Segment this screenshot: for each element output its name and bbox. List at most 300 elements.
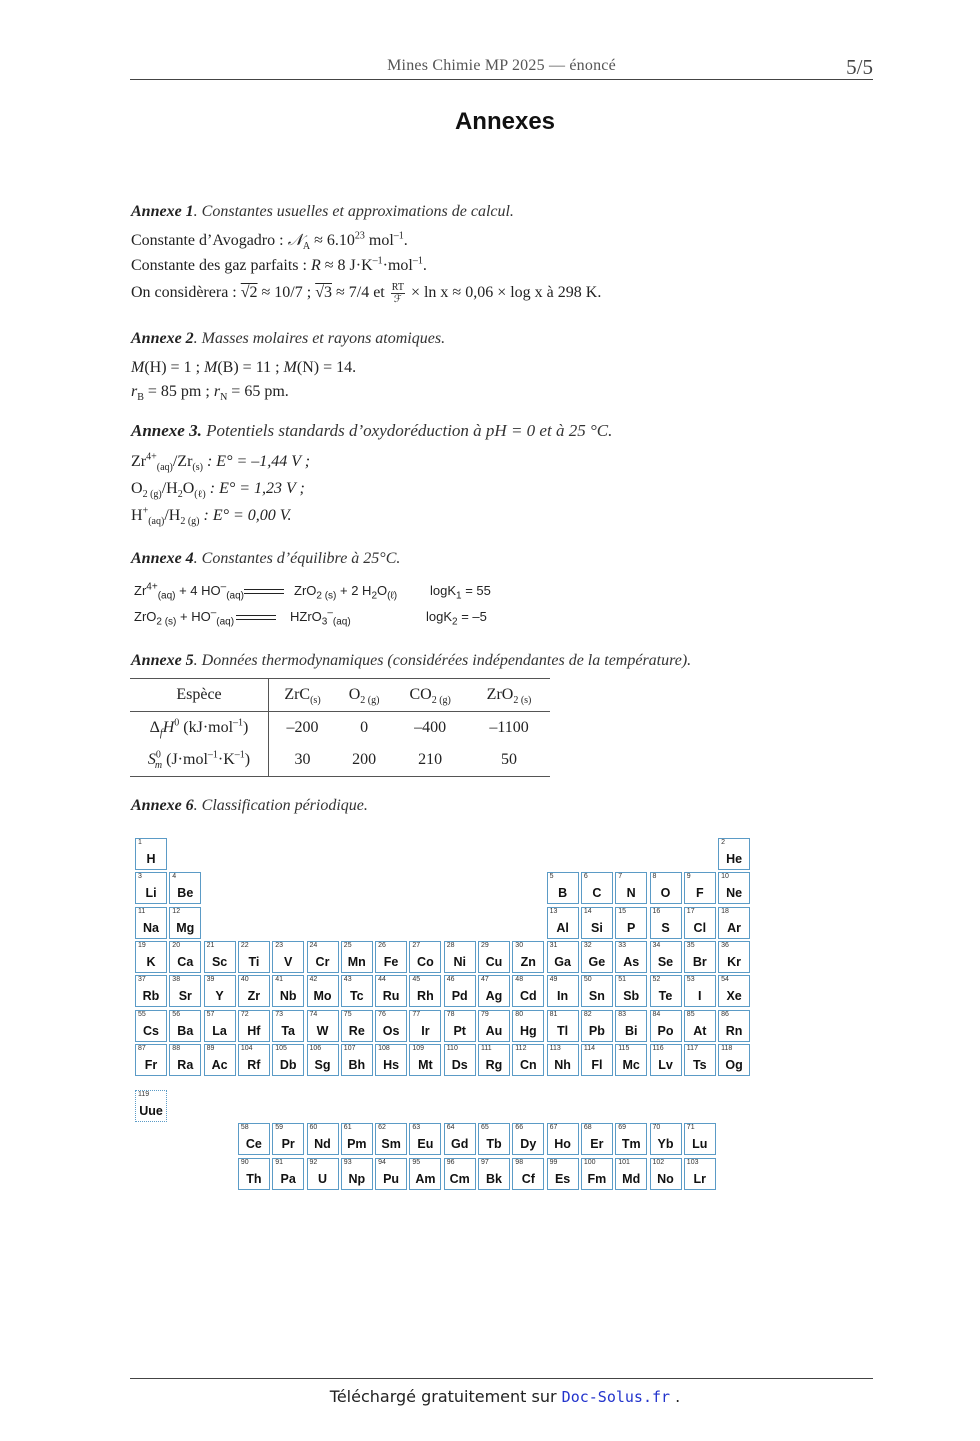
radius-symbol-n: r bbox=[213, 383, 221, 400]
gas-exp1: –1 bbox=[372, 255, 383, 267]
avogadro-sub: A bbox=[302, 241, 311, 253]
element-nb bbox=[272, 975, 304, 1007]
element-symbol: Ra bbox=[177, 1057, 194, 1072]
eq2-plus: + HO bbox=[176, 609, 211, 624]
element-n bbox=[615, 872, 647, 904]
element-rn bbox=[718, 1010, 750, 1042]
avogadro-exp: 23 bbox=[354, 230, 365, 242]
element-symbol: Lu bbox=[692, 1137, 708, 1152]
eq1-right3: O bbox=[377, 583, 388, 598]
element-symbol: Sg bbox=[314, 1057, 331, 1072]
element-symbol: La bbox=[212, 1023, 227, 1038]
atomic-number: 119 bbox=[138, 1091, 150, 1099]
element-symbol: B bbox=[558, 886, 568, 901]
element-tl bbox=[547, 1010, 579, 1042]
element-symbol: Cu bbox=[485, 954, 503, 969]
element-symbol: Ce bbox=[245, 1137, 262, 1152]
element-pm bbox=[341, 1123, 373, 1155]
atomic-number: 54 bbox=[721, 976, 729, 984]
element-pt bbox=[444, 1010, 476, 1042]
atomic-number: 1 bbox=[138, 839, 142, 846]
eq1-k-val: = 55 bbox=[461, 583, 491, 598]
col-name: O bbox=[348, 686, 361, 703]
masses-line bbox=[131, 359, 356, 377]
element-symbol: Sm bbox=[381, 1137, 401, 1152]
element-nh bbox=[547, 1044, 579, 1076]
atomic-number: 41 bbox=[275, 976, 283, 984]
couple-red2: O bbox=[182, 480, 195, 497]
table-cell: –1100 bbox=[489, 719, 529, 736]
atomic-number: 33 bbox=[618, 941, 626, 949]
avogadro-unit-exp: –1 bbox=[393, 230, 404, 242]
element-symbol: Pt bbox=[453, 1023, 466, 1038]
atomic-number: 104 bbox=[240, 1044, 253, 1052]
element-ho bbox=[547, 1123, 579, 1155]
enthalpy-unit-exp: –1 bbox=[233, 717, 244, 729]
col-sub: 2 (g) bbox=[431, 695, 451, 707]
element-ti bbox=[238, 941, 270, 973]
element-sg bbox=[307, 1044, 339, 1076]
eq2-k-sub: 2 bbox=[452, 616, 458, 628]
atomic-number: 75 bbox=[343, 1010, 352, 1018]
atomic-number: 69 bbox=[618, 1124, 626, 1132]
atomic-number: 39 bbox=[206, 976, 215, 984]
eq2-k: logK bbox=[426, 609, 453, 624]
col-sub: 2 (s) bbox=[513, 695, 532, 707]
element-symbol: Re bbox=[348, 1023, 365, 1038]
atomic-number: 78 bbox=[446, 1010, 455, 1018]
atomic-number: 107 bbox=[343, 1044, 356, 1052]
eq2-ho-sup: – bbox=[210, 607, 217, 619]
atomic-number: 93 bbox=[343, 1158, 352, 1166]
thermo-table bbox=[130, 678, 550, 777]
atomic-number: 15 bbox=[618, 907, 626, 915]
eq1-ho-sub: (aq) bbox=[226, 590, 245, 602]
atomic-number: 58 bbox=[240, 1124, 249, 1132]
element-as bbox=[615, 941, 647, 973]
element-symbol: Np bbox=[348, 1171, 366, 1186]
atomic-number: 5 bbox=[549, 873, 554, 881]
element-hg bbox=[512, 1010, 544, 1042]
element-symbol: Md bbox=[622, 1171, 641, 1186]
couple-red-sub: 2 (g) bbox=[180, 516, 200, 528]
atomic-number: 11 bbox=[138, 907, 146, 915]
frac-den: ℱ bbox=[393, 294, 402, 305]
element-symbol: Rh bbox=[417, 989, 434, 1004]
annex2-label: Annexe 2 bbox=[131, 330, 194, 347]
element-k bbox=[135, 941, 167, 973]
element-am bbox=[409, 1158, 441, 1190]
atomic-number: 114 bbox=[583, 1044, 596, 1052]
atomic-number: 66 bbox=[515, 1124, 524, 1132]
element-po bbox=[650, 1010, 682, 1042]
element-fr bbox=[135, 1044, 167, 1076]
element-bk bbox=[478, 1158, 510, 1190]
element-symbol: He bbox=[726, 852, 743, 866]
element-ra bbox=[169, 1044, 201, 1076]
element-rh bbox=[409, 975, 441, 1007]
element-symbol: Cn bbox=[519, 1057, 537, 1072]
atomic-number: 17 bbox=[686, 907, 695, 915]
couple-ox-sup: + bbox=[142, 505, 149, 517]
couple-value: : E° = –1,44 V ; bbox=[202, 453, 311, 470]
atomic-number: 56 bbox=[172, 1010, 181, 1018]
element-symbol: Tl bbox=[557, 1023, 569, 1038]
atomic-number: 102 bbox=[652, 1158, 665, 1166]
element-symbol: Y bbox=[215, 989, 224, 1004]
couple-ox-sub: (aq) bbox=[156, 462, 173, 474]
mass-symbol-h: M bbox=[131, 359, 145, 376]
couple-red-sub: (s) bbox=[192, 462, 203, 474]
eq1-right: ZrO bbox=[294, 583, 317, 598]
couple-o2 bbox=[131, 480, 305, 501]
gas-exp2: –1 bbox=[412, 255, 423, 267]
element-rf bbox=[238, 1044, 270, 1076]
element-ir bbox=[409, 1010, 441, 1042]
atomic-number: 60 bbox=[309, 1124, 318, 1132]
element-ag bbox=[478, 975, 510, 1007]
element-symbol: Gd bbox=[451, 1137, 469, 1152]
element-symbol: Mn bbox=[347, 954, 366, 969]
entropy-unit: (J·mol bbox=[162, 751, 208, 768]
atomic-number: 85 bbox=[686, 1010, 695, 1018]
eq2-right-sub: 3 bbox=[321, 616, 328, 628]
couple-value: : E° = 1,23 V ; bbox=[205, 480, 305, 497]
element-cf bbox=[512, 1158, 544, 1190]
atomic-number: 118 bbox=[721, 1044, 733, 1052]
atomic-number: 59 bbox=[275, 1124, 283, 1132]
annex6-caption: . Classification périodique. bbox=[193, 797, 368, 814]
table-header-row bbox=[130, 679, 550, 712]
element-ce bbox=[238, 1123, 270, 1155]
atomic-number: 53 bbox=[686, 976, 695, 984]
element-symbol: Am bbox=[415, 1171, 436, 1186]
column-header-species: Espèce bbox=[130, 679, 269, 712]
atomic-number: 70 bbox=[652, 1124, 661, 1132]
element-md bbox=[615, 1158, 647, 1190]
element-symbol: S bbox=[661, 920, 670, 935]
rt-over-f-fraction bbox=[391, 282, 405, 305]
annex6-label: Annexe 6 bbox=[131, 797, 194, 814]
col-name: CO bbox=[409, 686, 432, 703]
element-symbol: Ar bbox=[727, 920, 742, 935]
element-symbol: Cd bbox=[519, 989, 537, 1004]
element-cd bbox=[512, 975, 544, 1007]
annex3-label: Annexe 3. bbox=[131, 421, 202, 440]
atomic-number: 45 bbox=[412, 976, 421, 984]
element-bh bbox=[341, 1044, 373, 1076]
element-symbol: Nb bbox=[279, 989, 297, 1004]
element-symbol: Tb bbox=[486, 1137, 502, 1152]
element-ds bbox=[444, 1044, 476, 1076]
element-symbol: Br bbox=[692, 954, 707, 969]
couple-value: : E° = 0,00 V. bbox=[199, 507, 292, 524]
element-symbol: K bbox=[146, 954, 156, 969]
element-symbol: Co bbox=[417, 954, 434, 969]
element-symbol: Ru bbox=[382, 989, 400, 1004]
atomic-number: 57 bbox=[206, 1010, 215, 1018]
element-ga bbox=[547, 941, 579, 973]
delta-sub: f bbox=[159, 728, 163, 740]
col-name: ZrC bbox=[284, 686, 311, 703]
avogadro-unit: mol bbox=[364, 232, 394, 249]
atomic-number: 16 bbox=[652, 907, 661, 915]
element-symbol: Sc bbox=[211, 954, 228, 969]
element-symbol: Ir bbox=[421, 1023, 430, 1038]
element-pd bbox=[444, 975, 476, 1007]
couple-red2-sub: (ℓ) bbox=[194, 489, 206, 501]
annex1-label: Annexe 1 bbox=[131, 203, 194, 220]
atomic-number: 62 bbox=[378, 1124, 386, 1132]
atomic-number: 26 bbox=[378, 941, 386, 949]
entropy-unit-end: ) bbox=[244, 751, 251, 768]
element-er bbox=[581, 1123, 613, 1155]
couple-zr bbox=[131, 451, 311, 474]
annex4-label: Annexe 4 bbox=[131, 550, 194, 567]
atomic-number: 20 bbox=[172, 941, 181, 949]
equilibrium-2 bbox=[134, 607, 487, 628]
table-cell: –400 bbox=[414, 719, 447, 736]
element-b bbox=[547, 872, 579, 904]
atomic-number: 9 bbox=[686, 873, 691, 881]
element-gd bbox=[444, 1123, 476, 1155]
element-ca bbox=[169, 941, 201, 973]
element-zr bbox=[238, 975, 270, 1007]
element-cs bbox=[135, 1010, 167, 1042]
element-symbol: Tc bbox=[349, 989, 364, 1004]
gas-value: ≈ 8 J·K bbox=[320, 257, 373, 274]
radius-n-sub: N bbox=[220, 392, 228, 404]
element-symbol: C bbox=[592, 886, 602, 901]
eq1-right3-sub: (ℓ) bbox=[387, 590, 398, 602]
avogadro-value: ≈ 6.10 bbox=[310, 232, 355, 249]
element-og bbox=[718, 1044, 750, 1076]
element-si bbox=[581, 907, 613, 939]
element-symbol: Ge bbox=[588, 954, 606, 969]
element-ac bbox=[204, 1044, 236, 1076]
atomic-number: 29 bbox=[481, 941, 489, 949]
eq1-right-sub: 2 (s) bbox=[316, 590, 337, 602]
gas-text: Constante des gaz parfaits : bbox=[131, 257, 311, 274]
eq2-ho-sub: (aq) bbox=[216, 616, 235, 628]
element-ni bbox=[444, 941, 476, 973]
atomic-number: 13 bbox=[549, 907, 558, 915]
eq1-k: logK bbox=[430, 583, 457, 598]
element-v bbox=[272, 941, 304, 973]
element-symbol: Pu bbox=[383, 1171, 400, 1186]
atomic-number: 111 bbox=[481, 1044, 492, 1052]
element-symbol: Mt bbox=[418, 1057, 433, 1072]
eq2-left: ZrO bbox=[134, 609, 157, 624]
element-symbol: Uue bbox=[139, 1104, 163, 1119]
entropy-symbol: S bbox=[147, 751, 156, 768]
annex3-title bbox=[131, 421, 612, 441]
element-symbol: Es bbox=[554, 1171, 571, 1186]
couple-ox-sup: 4+ bbox=[146, 451, 157, 463]
element-ts bbox=[684, 1044, 716, 1076]
element-symbol: Pd bbox=[451, 989, 468, 1004]
doc-solus-link[interactable]: Doc-Solus.fr bbox=[561, 1388, 671, 1406]
gas-symbol: R bbox=[310, 257, 321, 274]
equilibrium-arrow bbox=[244, 588, 284, 596]
row-label-enthalpy bbox=[130, 712, 269, 745]
element-symbol: Cr bbox=[315, 954, 330, 969]
eq1-left: Zr bbox=[134, 583, 147, 598]
approx-line bbox=[131, 282, 601, 305]
annex1-title bbox=[131, 203, 514, 221]
element-symbol: O bbox=[660, 886, 671, 901]
avogadro-symbol: 𝒩 bbox=[287, 232, 303, 249]
element-symbol: Pa bbox=[280, 1171, 296, 1186]
element-symbol: Ne bbox=[726, 886, 743, 901]
atomic-number: 108 bbox=[378, 1044, 390, 1052]
element-np bbox=[341, 1158, 373, 1190]
atomic-number: 83 bbox=[618, 1010, 626, 1018]
element-uue bbox=[135, 1090, 167, 1122]
element-hs bbox=[375, 1044, 407, 1076]
element-symbol: Ti bbox=[248, 954, 260, 969]
eq1-right2-sub: 2 bbox=[371, 590, 377, 602]
atomic-number: 67 bbox=[549, 1124, 558, 1132]
element-no bbox=[650, 1158, 682, 1190]
eq1-right2: + 2 H bbox=[336, 583, 372, 598]
element-symbol: Cf bbox=[521, 1171, 535, 1186]
couple-ox: H bbox=[131, 507, 143, 524]
atomic-number: 51 bbox=[618, 976, 626, 984]
element-cu bbox=[478, 941, 510, 973]
element-symbol: Ca bbox=[177, 954, 194, 969]
atomic-number: 43 bbox=[343, 976, 352, 984]
element-i bbox=[684, 975, 716, 1007]
radius-b-val: = 85 pm ; bbox=[143, 383, 214, 400]
element-db bbox=[272, 1044, 304, 1076]
couple-red-sub: 2 bbox=[177, 489, 183, 501]
atomic-number: 34 bbox=[652, 941, 661, 949]
atomic-number: 76 bbox=[378, 1010, 386, 1018]
element-symbol: Rf bbox=[247, 1057, 261, 1072]
eq2-right-sub2: (aq) bbox=[332, 616, 351, 628]
atomic-number: 32 bbox=[583, 941, 592, 949]
atomic-number: 101 bbox=[618, 1158, 630, 1166]
atomic-number: 48 bbox=[515, 976, 524, 984]
annex4-caption: . Constantes d’équilibre à 25°C. bbox=[193, 550, 401, 567]
annex5-title bbox=[131, 652, 691, 670]
element-symbol: Zn bbox=[520, 954, 536, 969]
eq2-right-sup: – bbox=[327, 607, 333, 619]
element-symbol: Fe bbox=[383, 954, 399, 969]
atomic-number: 49 bbox=[549, 976, 558, 984]
footer-rule bbox=[130, 1378, 873, 1379]
col-sub: (s) bbox=[310, 695, 321, 707]
eq1-ho-sup: – bbox=[220, 581, 227, 593]
element-f bbox=[684, 872, 716, 904]
atomic-number: 72 bbox=[240, 1010, 249, 1018]
element-tc bbox=[341, 975, 373, 1007]
entropy-sub: m bbox=[154, 760, 163, 772]
atomic-number: 96 bbox=[446, 1158, 455, 1166]
atomic-number: 12 bbox=[172, 907, 181, 915]
atomic-number: 4 bbox=[172, 873, 177, 881]
table-row bbox=[130, 744, 550, 777]
element-al bbox=[547, 907, 579, 939]
element-os bbox=[375, 1010, 407, 1042]
atomic-number: 110 bbox=[446, 1044, 458, 1052]
element-symbol: Ta bbox=[281, 1023, 296, 1038]
element-h bbox=[135, 838, 167, 870]
element-mc bbox=[615, 1044, 647, 1076]
element-symbol: Mo bbox=[313, 989, 332, 1004]
element-symbol: Zr bbox=[247, 989, 261, 1004]
element-symbol: At bbox=[693, 1023, 707, 1038]
mass-symbol-b: M bbox=[204, 359, 218, 376]
element-symbol: Te bbox=[658, 989, 673, 1004]
atomic-number: 74 bbox=[309, 1010, 318, 1018]
table-cell: –200 bbox=[286, 719, 319, 736]
column-header bbox=[392, 679, 468, 712]
page-header bbox=[130, 55, 873, 80]
element-w bbox=[307, 1010, 339, 1042]
element-tb bbox=[478, 1123, 510, 1155]
atomic-number: 14 bbox=[583, 907, 592, 915]
atomic-number: 97 bbox=[481, 1158, 489, 1166]
element-symbol: Ag bbox=[485, 989, 503, 1004]
enthalpy-unit: (kJ·mol bbox=[179, 719, 234, 736]
col-sub: 2 (g) bbox=[360, 695, 380, 707]
atomic-number: 109 bbox=[412, 1044, 425, 1052]
footer bbox=[0, 1387, 980, 1406]
atomic-number: 10 bbox=[721, 873, 729, 881]
element-symbol: Db bbox=[279, 1057, 297, 1072]
element-symbol: Pm bbox=[347, 1137, 367, 1152]
element-fm bbox=[581, 1158, 613, 1190]
element-sm bbox=[375, 1123, 407, 1155]
element-symbol: H bbox=[146, 852, 156, 866]
atomic-number: 27 bbox=[412, 941, 421, 949]
couple-h bbox=[131, 505, 292, 528]
element-es bbox=[547, 1158, 579, 1190]
element-at bbox=[684, 1010, 716, 1042]
element-symbol: Eu bbox=[417, 1137, 434, 1152]
mass-symbol-n: M bbox=[283, 359, 297, 376]
element-symbol: U bbox=[317, 1171, 328, 1186]
element-ge bbox=[581, 941, 613, 973]
table-cell: 0 bbox=[360, 719, 369, 736]
table-cell: 50 bbox=[501, 751, 518, 768]
annex3-caption: Potentiels standards d’oxydoréduction à pH = 0 et à 25 °C. bbox=[201, 421, 613, 440]
element-lr bbox=[684, 1158, 716, 1190]
atomic-number: 19 bbox=[138, 941, 146, 949]
couple-ox-sub: 2 (g) bbox=[142, 489, 162, 501]
mass-b: (B) = 11 ; bbox=[217, 359, 284, 376]
atomic-number: 21 bbox=[206, 941, 215, 949]
element-symbol: Lv bbox=[658, 1057, 673, 1072]
element-symbol: Li bbox=[145, 886, 157, 901]
element-symbol: F bbox=[695, 886, 704, 901]
element-symbol: Bk bbox=[486, 1171, 502, 1186]
element-symbol: Nd bbox=[314, 1137, 331, 1152]
element-symbol: Ba bbox=[177, 1023, 194, 1038]
element-kr bbox=[718, 941, 750, 973]
element-symbol: Rb bbox=[142, 989, 160, 1004]
element-mt bbox=[409, 1044, 441, 1076]
atomic-number: 61 bbox=[343, 1124, 352, 1132]
atomic-number: 80 bbox=[515, 1010, 524, 1018]
table-cell: 30 bbox=[294, 751, 311, 768]
element-ta bbox=[272, 1010, 304, 1042]
atomic-number: 89 bbox=[206, 1044, 215, 1052]
element-symbol: Lr bbox=[693, 1171, 707, 1186]
element-th bbox=[238, 1158, 270, 1190]
